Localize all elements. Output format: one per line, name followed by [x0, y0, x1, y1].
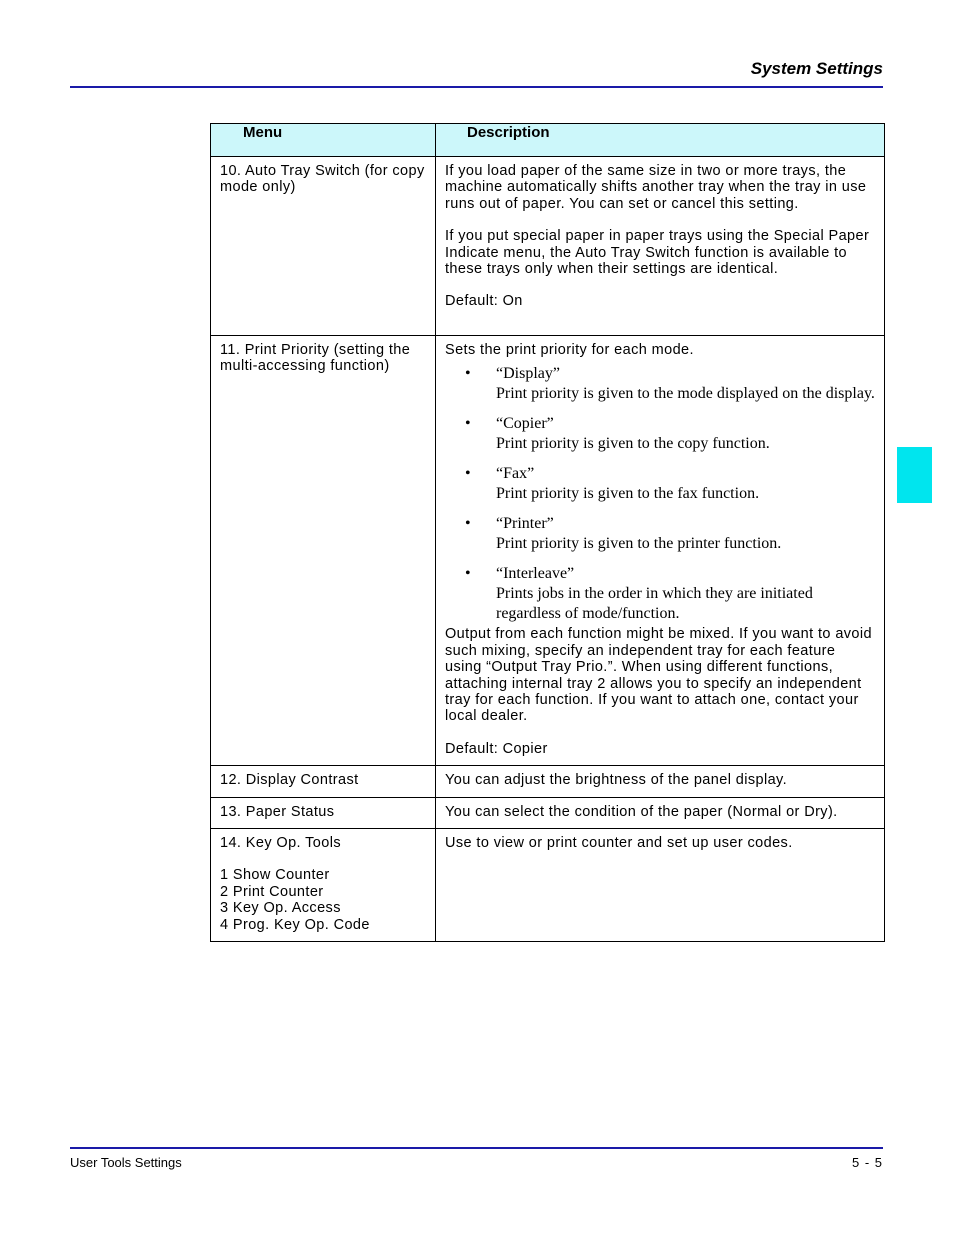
- option-text: Print priority is given to the copy function.: [496, 435, 770, 453]
- footer-section-name: User Tools Settings: [70, 1155, 182, 1170]
- description-cell: [436, 157, 885, 336]
- sub-item-list: [220, 867, 427, 933]
- description-cell: [436, 336, 885, 766]
- table-row: [211, 797, 885, 828]
- description-intro: Sets the print priority for each mode.: [445, 342, 694, 358]
- option-text: Print priority is given to the mode displayed on the display.: [496, 385, 875, 403]
- priority-options-list: [445, 364, 876, 624]
- option-name: “Interleave”: [496, 565, 575, 583]
- table-row: [211, 766, 885, 797]
- list-item: • “Printer” Print priority is given to the printer function.: [465, 514, 876, 554]
- description-paragraph: If you load paper of the same size in two or more trays, the machine automatically shifts another tray when the tray in use runs out of paper. You can set or cancel this setting.: [445, 163, 867, 212]
- option-text: Print priority is given to the fax function.: [496, 485, 760, 503]
- list-item: 4 Prog. Key Op. Code: [220, 916, 370, 933]
- description-paragraph: Output from each function might be mixed. If you want to avoid such mixing, specify an independent tray for each feature using “Output Tray Prio.”. When using different functions, attaching internal tray 2 allows you to specify an independent tray for each function. If you want to attach one, contact your local dealer.: [445, 626, 872, 725]
- table-header-row: [211, 124, 885, 157]
- option-name: “Printer”: [496, 515, 554, 533]
- list-item: • “Display” Print priority is given to the mode displayed on the display.: [465, 365, 875, 403]
- menu-title: 14. Key Op. Tools: [220, 835, 341, 852]
- table-row: [211, 336, 885, 766]
- chapter-tab-marker: [897, 447, 932, 503]
- description-paragraph: If you put special paper in paper trays using the Special Paper Indicate menu, the Auto Tray Switch function is available to these trays only when their settings are identical.: [445, 228, 870, 278]
- menu-cell: 13. Paper Status: [211, 797, 436, 828]
- option-name: “Fax”: [496, 465, 535, 483]
- list-item: • “Copier” Print priority is given to the copy function.: [465, 414, 876, 454]
- list-item: 2 Print Counter: [220, 883, 324, 900]
- option-name: “Copier”: [496, 415, 554, 433]
- menu-cell: 11. Print Priority (setting the multi-accessing function): [211, 336, 436, 766]
- list-item: • “Interleave” Prints jobs in the order in which they are initiated regardless of mode/function.: [465, 564, 876, 624]
- settings-table: [210, 123, 885, 942]
- option-name: “Display”: [496, 365, 560, 383]
- option-text: Print priority is given to the printer function.: [496, 535, 782, 553]
- menu-cell: 10. Auto Tray Switch (for copy mode only): [211, 157, 436, 336]
- table-row: [211, 157, 885, 336]
- header-rule: [70, 86, 883, 88]
- description-column-header: Description: [436, 124, 885, 157]
- footer-rule: [70, 1147, 883, 1149]
- default-value: Default: On: [445, 293, 523, 310]
- menu-cell: 12. Display Contrast: [211, 766, 436, 797]
- list-item: 1 Show Counter: [220, 867, 330, 884]
- page-section-title: System Settings: [750, 59, 883, 78]
- menu-cell: [211, 829, 436, 942]
- description-cell: You can select the condition of the paper (Normal or Dry).: [436, 797, 885, 828]
- page-number: 5 - 5: [851, 1155, 883, 1170]
- description-cell: Use to view or print counter and set up user codes.: [436, 829, 885, 942]
- table-row: [211, 829, 885, 942]
- list-item: 3 Key Op. Access: [220, 900, 341, 917]
- description-cell: You can adjust the brightness of the panel display.: [436, 766, 885, 797]
- list-item: • “Fax” Print priority is given to the fax function.: [465, 464, 876, 504]
- menu-column-header: Menu: [211, 124, 436, 157]
- default-value: Default: Copier: [445, 740, 548, 757]
- option-text: Prints jobs in the order in which they are initiated regardless of mode/function.: [496, 585, 813, 623]
